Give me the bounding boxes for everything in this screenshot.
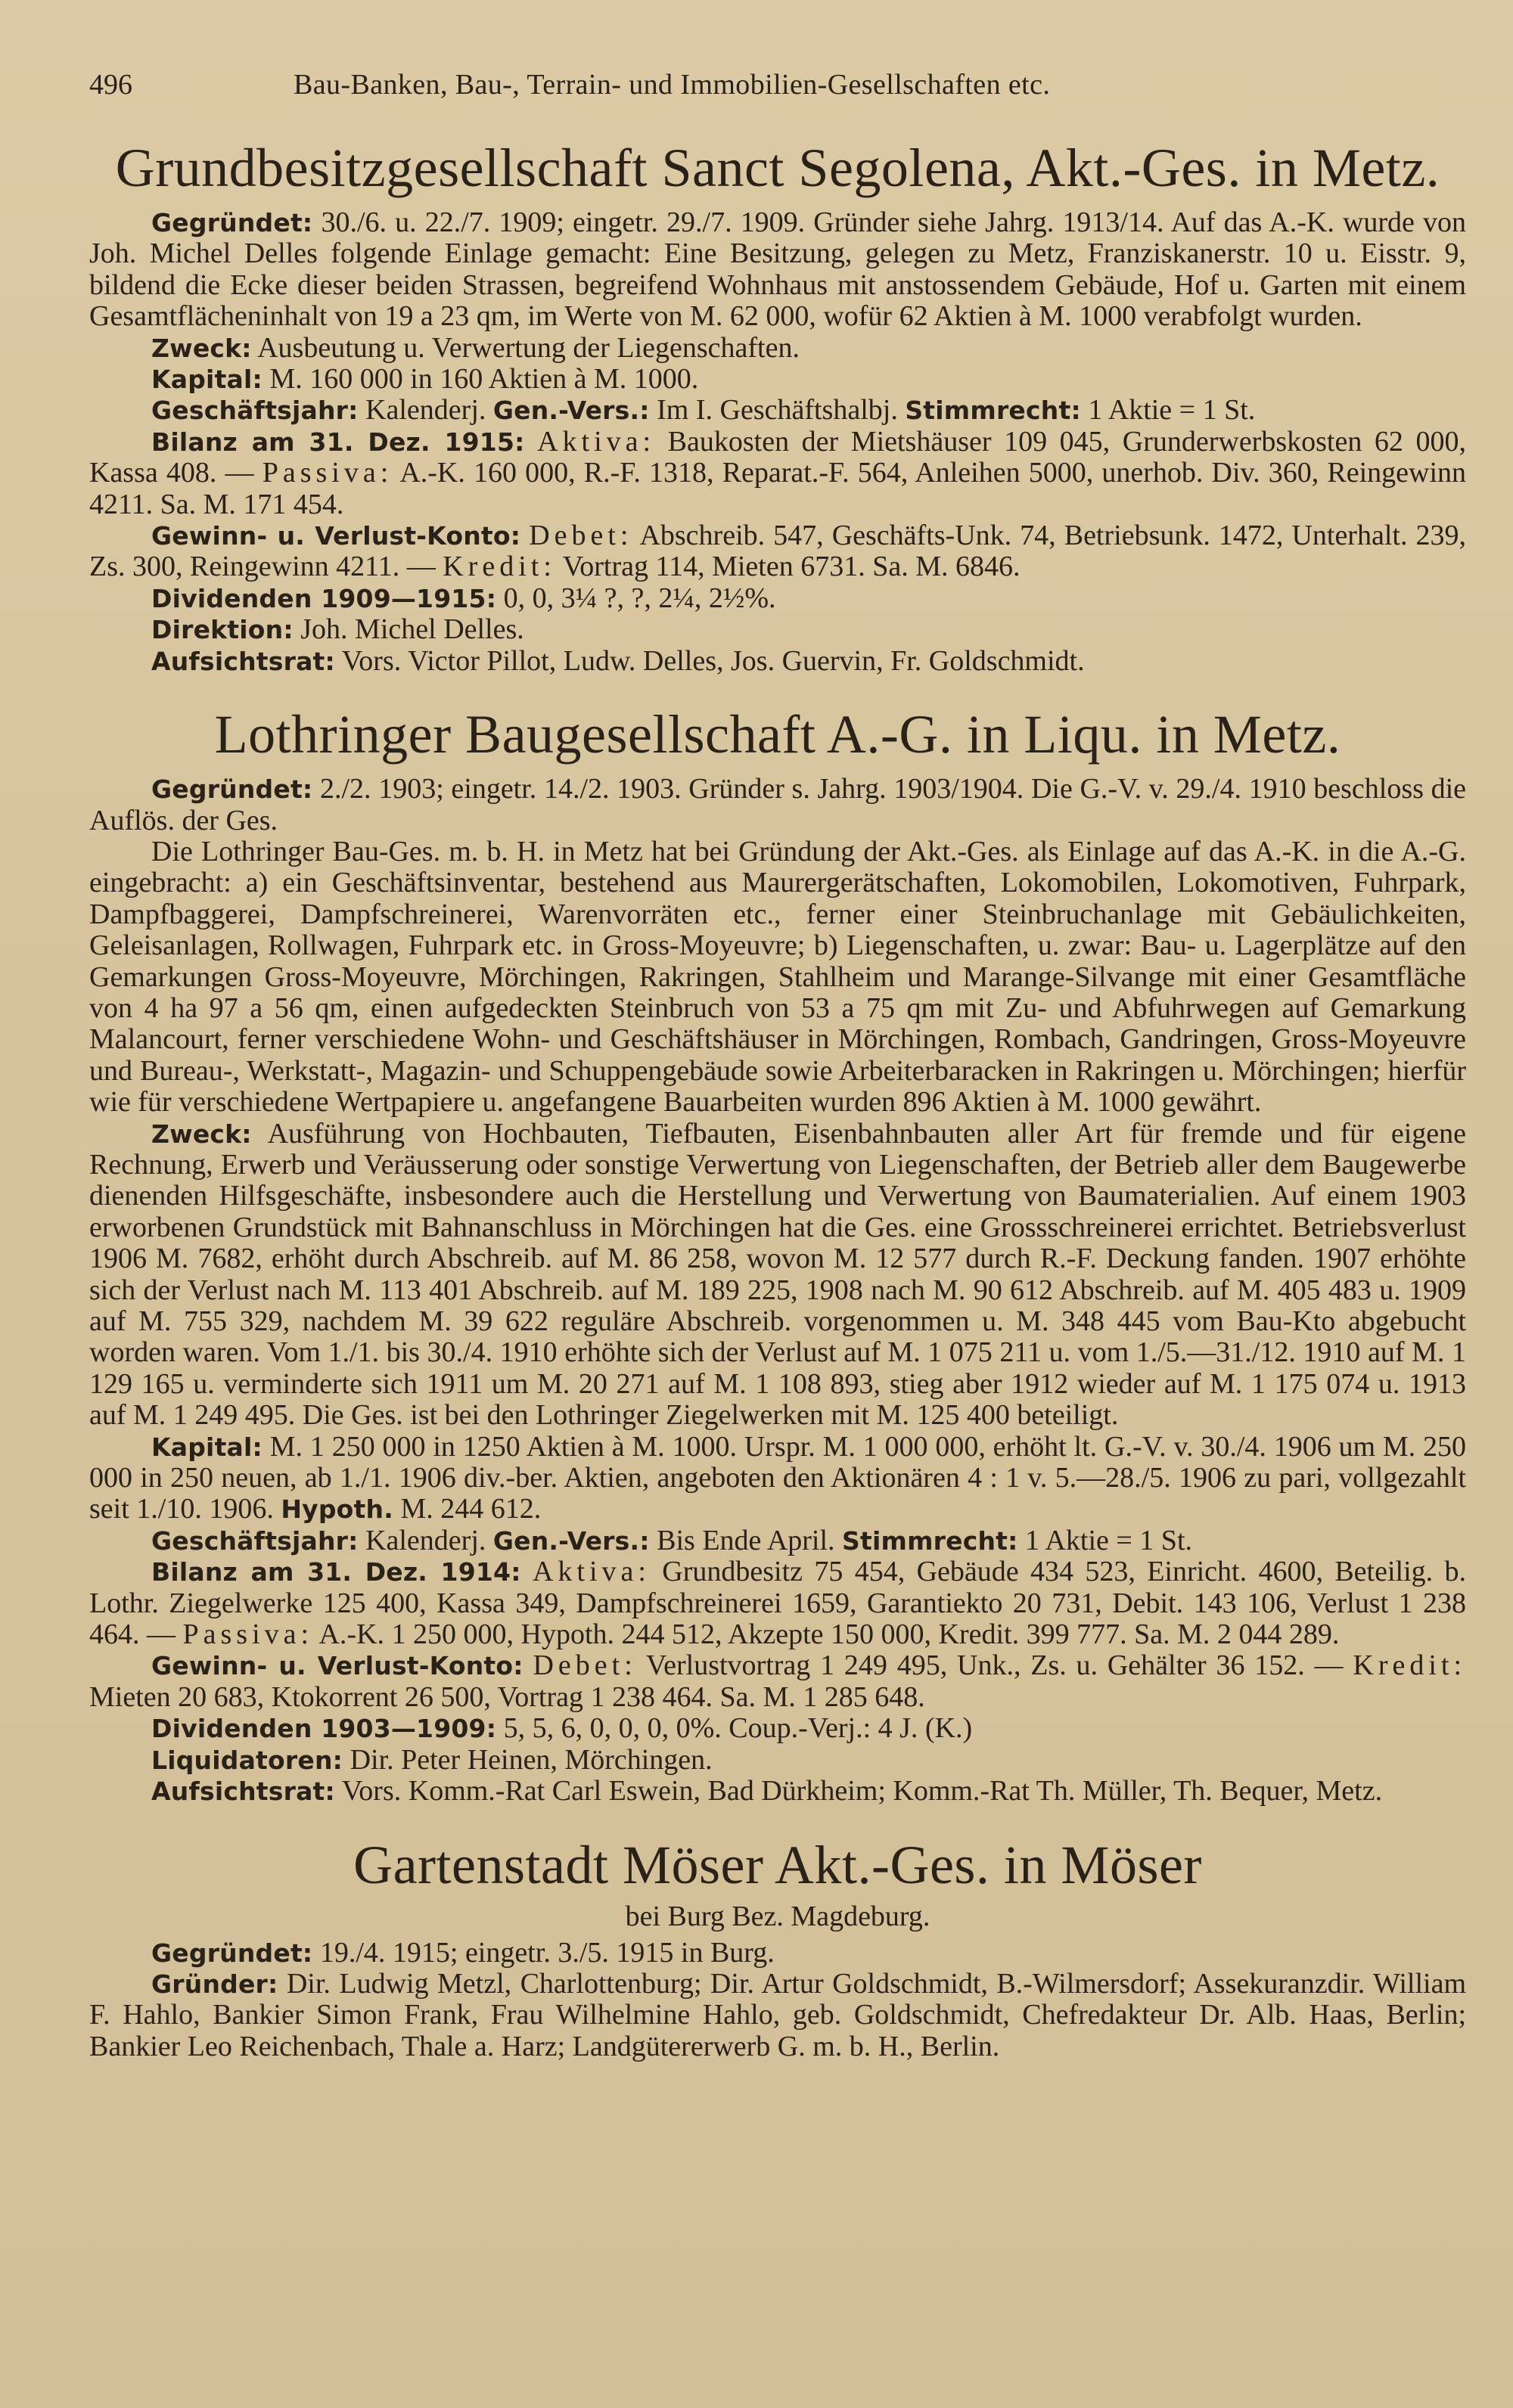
dividends-text: 0, 0, 3¼ ?, ?, 2¼, 2½%. [503,582,776,614]
fiscal-year-label: Geschäftsjahr: [151,1525,359,1556]
general-meeting-text: Im I. Geschäftshalbj. [657,394,898,427]
mortgage-text: M. 244 612. [400,1493,542,1525]
running-header [89,67,1466,103]
founded-label: Gegründet: [151,208,313,237]
liquidators-paragraph [89,1745,1466,1776]
profit-loss-label: Gewinn- u. Verlust-Konto: [151,1651,523,1681]
page-number: 496 [89,69,132,101]
entry-sanct-segolena [89,136,1466,677]
purpose-text: Ausbeutung u. Verwertung der Liegenschaften. [257,331,800,364]
credit-text: Vortrag 114, Mieten 6731. Sa. M. 6846. [562,551,1021,583]
assets-label: Aktiva: [532,1556,651,1588]
founders-label: Gründer: [151,1969,278,1999]
supervisory-board-text: Vors. Victor Pillot, Ludw. Delles, Jos. Guervin, Fr. Goldschmidt. [341,644,1085,677]
fiscal-year-text: Kalenderj. [365,1524,486,1556]
entry-title: Lothringer Baugesellschaft A.-G. in Liqu. in Metz. [214,704,1341,765]
founders-paragraph [89,1969,1466,2062]
general-meeting-label: Gen.-Vers.: [492,1525,650,1556]
credit-text: Mieten 20 683, Ktokorrent 26 500, Vortrag 1 238 464. Sa. M. 1 285 648. [89,1680,925,1713]
capital-label: Kapital: [151,365,263,395]
founded-paragraph [89,1938,1466,1969]
supervisory-board-text: Vors. Komm.-Rat Carl Eswein, Bad Dürkheim; Komm.-Rat Th. Müller, Th. Bequer, Metz. [341,1775,1383,1808]
dividends-label: Dividenden 1903—1909: [151,1714,497,1744]
founded-text: 19./4. 1915; eingetr. 3./5. 1915 in Burg. [319,1936,775,1969]
founded-text: 2./2. 1903; eingetr. 14./2. 1903. Gründer s. Jahrg. 1903/1904. Die G.-V. v. 29./4. 1910 beschloss die Auflös. der Ges. [89,773,1467,836]
dividends-paragraph [89,583,1466,614]
balance-paragraph [89,427,1466,520]
supervisory-board-paragraph [89,1776,1466,1807]
debit-label: Debet: [529,520,633,552]
balance-label: Bilanz am 31. Dez. 1915: [151,427,525,457]
dividends-text: 5, 5, 6, 0, 0, 0, 0%. Coup.-Verj.: 4 J. (K.) [503,1712,973,1745]
assets-text: Grundbesitz 75 454, Gebäude 434 523, Einricht. 4600, Beteilig. b. Lothr. Ziegelwerke 125 400, Kassa 349, Dampfschreinerei 1659, Garantiekto 20 731, Debit. 143 106, Verlust 1 238 464. — [89,1556,1466,1651]
supervisory-board-label: Aufsichtsrat: [151,1777,335,1807]
assets-label: Aktiva: [537,425,656,458]
liabilities-label: Passiva: [182,1618,314,1651]
founded-paragraph [89,774,1466,836]
founded-paragraph [89,207,1466,333]
entry-title: Gartenstadt Möser Akt.-Ges. in Möser [353,1834,1202,1895]
credit-label: Kredit: [443,551,556,583]
general-meeting-label: Gen.-Vers.: [492,396,650,426]
debit-text: Verlustvortrag 1 249 495, Unk., Zs. u. Gehälter 36 152. — [645,1649,1344,1682]
balance-label: Bilanz am 31. Dez. 1914: [151,1557,521,1587]
entry-lothringer-baugesellschaft [89,703,1466,1807]
management-text: Joh. Michel Delles. [300,613,524,646]
fiscal-year-text: Kalenderj. [365,394,486,427]
profit-loss-label: Gewinn- u. Verlust-Konto: [151,521,521,551]
contribution-paragraph: Die Lothringer Bau-Ges. m. b. H. in Metz hat bei Gründung der Akt.-Ges. als Einlage auf das A.-K. in die A.-G. eingebracht: a) ein Geschäftsinventar, bestehend aus Maurergerätschaften, Lokomobilen, Lokomotiven, Fuhrpark, Dampfbaggerei, Dampfschreinerei, Warenvorräten etc., ferner einer Steinbruchanlage mit Gebäulichkeiten, Geleisanlagen, Rollwagen, Fuhrpark etc. in Gross-Moyeuvre; b) Liegenschaften, u. zwar: Bau- u. Lagerplätze auf den Gemarkungen Gross-Moyeuvre, Mörchingen, Rakringen, Stahlheim und Marange-Silvange mit einer Gesamtfläche von 4 ha 97 a 56 qm, einen aufgedeckten Steinbruch von 53 a 75 qm mit Zu- und Abfuhrwegen auf Gemarkung Malancourt, ferner verschiedene Wohn- und Geschäftshäuser in Mörchingen, Rombach, Gandringen, Gross-Moyeuvre und Bureau-, Werkstatt-, Magazin- und Schuppengebäude sowie Arbeiterbaracken in Rakringen u. Mörchingen; hierfür wie für verschiedene Wertpapiere u. angefangene Bauarbeiten wurden 896 Aktien à M. 1000 gewährt. [89,835,1466,1119]
capital-paragraph [89,1432,1466,1525]
balance-paragraph [89,1556,1466,1650]
liquidators-text: Dir. Peter Heinen, Mörchingen. [350,1743,713,1776]
founders-text: Dir. Ludwig Metzl, Charlottenburg; Dir. Artur Goldschmidt, B.-Wilmersdorf; Assekuranzdir. William F. Hahlo, Bankier Simon Frank, Frau Wilhelmine Hahlo, geb. Goldschmidt, Chefredakteur Dr. Alb. Haas, Berlin; Bankier Leo Reichenbach, Thale a. Harz; Landgütererwerb G. m. b. H., Berlin. [89,1967,1466,2062]
voting-right-text: 1 Aktie = 1 St. [1025,1524,1192,1556]
management-paragraph [89,614,1466,645]
supervisory-board-label: Aufsichtsrat: [151,646,335,676]
purpose-label: Zweck: [151,1119,252,1149]
capital-text: M. 1 250 000 in 1250 Aktien à M. 1000. Urspr. M. 1 000 000, erhöht lt. G.-V. v. 30./4. 1906 um M. 250 000 in 250 neuen, ab 1./1. 1906 div.-ber. Aktien, angeboten den Aktionären 4 : 1 v. 5.—28./5. 1906 zu pari, vollgezahlt seit 1./10. 1906. [89,1430,1467,1525]
liabilities-label: Passiva: [262,457,393,489]
purpose-text: Ausführung von Hochbauten, Tiefbauten, Eisenbahnbauten aller Art für fremde und für eigene Rechnung, Erwerb und Veräusserung oder sonstige Verwertung von Liegenschaften, der Betrieb aller dem Baugewerbe dienenden Hilfsgeschäfte, insbesondere auch die Herstellung und Verwertung von Baumaterialien. Auf einem 1903 erworbenen Grundstück mit Bahnanschluss in Mörchingen hat die Ges. eine Grossschreinerei errichtet. Betriebsverlust 1906 M. 7682, erhöht durch Abschreib. auf M. 86 258, wovon M. 12 577 durch R.-F. Deckung fanden. 1907 erhöhte sich der Verlust nach M. 113 401 Abschreib. auf M. 189 225, 1908 nach M. 90 612 Abschreib. auf M. 405 483 u. 1909 auf M. 755 329, nachdem M. 39 622 reguläre Abschreib. vorgenommen u. M. 348 445 vom Bau-Kto abgebucht worden waren. Vom 1./1. bis 30./4. 1910 erhöhte sich der Verlust auf M. 1 075 211 u. vom 1./5.—31./12. 1910 auf M. 1 129 165 u. verminderte sich 1911 um M. 20 271 auf M. 1 108 893, stieg aber 1912 wieder auf M. 1 175 074 u. 1913 auf M. 1 249 495. Die Ges. ist bei den Lothringer Ziegelwerken mit M. 125 400 beteiligt. [89,1117,1466,1432]
dividends-label: Dividenden 1909—1915: [151,583,497,613]
voting-right-label: Stimmrecht: [842,1525,1018,1556]
fiscal-year-label: Geschäftsjahr: [151,396,359,426]
voting-right-label: Stimmrecht: [905,396,1081,426]
entry-subtitle: bei Burg Bez. Magdeburg. [625,1900,930,1932]
debit-text: Abschreib. 547, Geschäfts-Unk. 74, Betriebsunk. 1472, Unterhalt. 239, Zs. 300, Reingewinn 4211. — [89,520,1466,583]
capital-paragraph [89,364,1466,395]
fiscal-paragraph [89,1525,1466,1556]
purpose-label: Zweck: [151,333,252,363]
dividends-paragraph [89,1713,1466,1744]
liquidators-label: Liquidatoren: [151,1745,343,1775]
capital-text: M. 160 000 in 160 Aktien à M. 1000. [269,363,699,396]
credit-label: Kredit: [1353,1649,1467,1682]
entry-title: Grundbesitzgesellschaft Sanct Segolena, Akt.-Ges. in Metz. [115,138,1440,198]
liabilities-text: A.-K. 160 000, R.-F. 1318, Reparat.-F. 564, Anleihen 5000, unerhob. Div. 360, Reingewinn 4211. Sa. M. 171 454. [89,457,1466,520]
running-title: Bau-Banken, Bau-, Terrain- und Immobilien-Gesellschaften etc. [294,69,1051,101]
capital-label: Kapital: [151,1432,263,1462]
voting-right-text: 1 Aktie = 1 St. [1088,394,1256,427]
fiscal-paragraph [89,395,1466,426]
profit-loss-paragraph [89,520,1466,583]
liabilities-text: A.-K. 1 250 000, Hypoth. 244 512, Akzepte 150 000, Kredit. 399 777. Sa. M. 2 044 289. [318,1618,1340,1651]
founded-label: Gegründet: [151,774,313,805]
management-label: Direktion: [151,615,294,645]
profit-loss-paragraph [89,1650,1466,1713]
purpose-paragraph [89,333,1466,364]
founded-text: 30./6. u. 22./7. 1909; eingetr. 29./7. 1909. Gründer siehe Jahrg. 1913/14. Auf das A.-K. wurde von Joh. Michel Delles folgende Einlage gemacht: Eine Besitzung, gelegen zu Metz, Franziskanerstr. 10 u. Eisstr. 9, bildend die Ecke dieser beiden Strassen, begreifend Wohnhaus mit anstossendem Gebäude, Hof u. Garten mit einem Gesamtflächeninhalt von 19 a 23 qm, im Werte von M. 62 000, wofür 62 Aktien à M. 1000 verabfolgt wurden. [89,206,1467,333]
assets-text: Baukosten der Mietshäuser 109 045, Grunderwerbskosten 62 000, Kassa 408. — [89,425,1467,489]
debit-label: Debet: [533,1649,637,1682]
founded-label: Gegründet: [151,1938,313,1968]
supervisory-board-paragraph [89,646,1466,677]
entry-gartenstadt-moeser [89,1833,1466,2063]
general-meeting-text: Bis Ende April. [657,1524,835,1556]
purpose-paragraph [89,1119,1466,1432]
mortgage-label: Hypoth. [281,1494,393,1525]
